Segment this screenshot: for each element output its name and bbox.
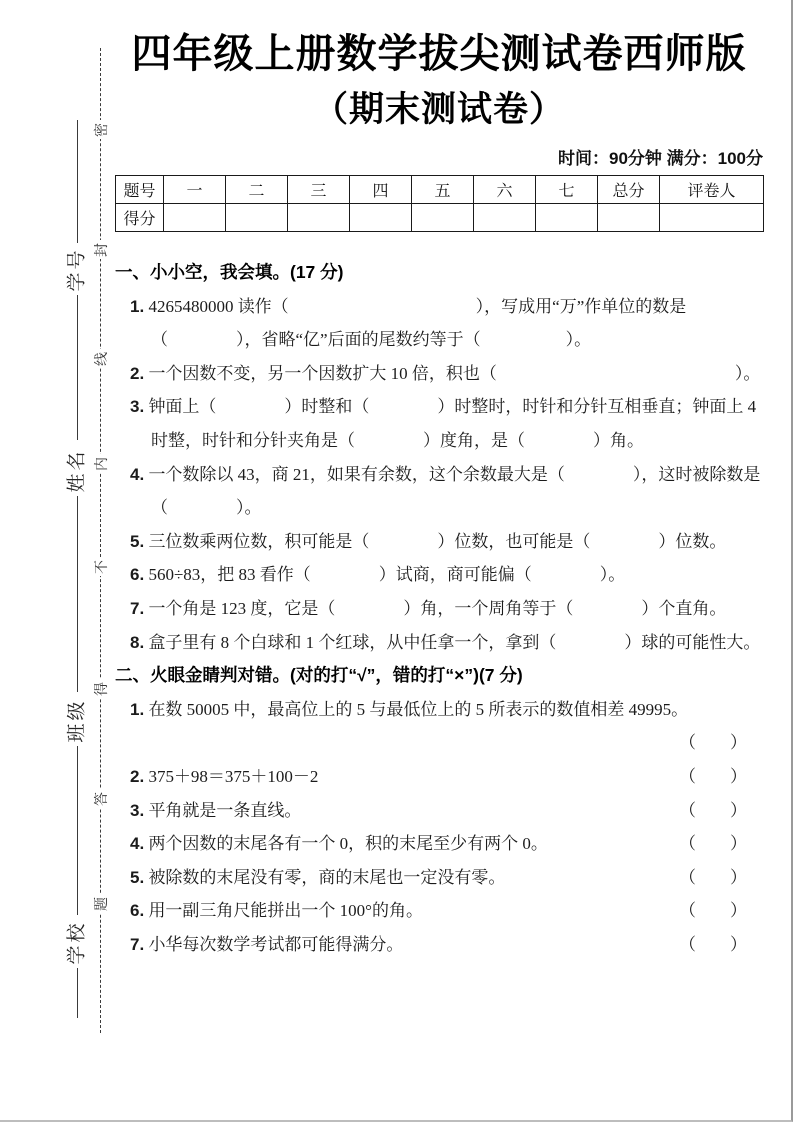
judge-answer-bracket-7[interactable]: （ ） [679,934,747,954]
judge-answer-bracket-4[interactable]: （ ） [679,834,747,854]
judge-question-2 [115,760,763,794]
question-number: 7. [130,934,145,954]
score-table [115,175,764,232]
question-text: 4265480000 读作（ ），写成用“万”作单位的数是（ ），省略“亿”后面的尾数约等于（ ）。 [148,296,687,350]
question-number: 1. [130,296,145,316]
header-grader: 评卷人 [660,176,764,204]
school-label [62,916,88,968]
seal-char: 不 [91,557,110,576]
question-number: 8. [130,632,145,652]
question-number: 1. [130,699,145,719]
question-text: 7. 小华每次数学考试都可能得满分。 [130,934,404,954]
question-number: 4. [130,464,145,484]
judge-answer-bracket-6[interactable]: （ ） [679,901,747,921]
student-id-line [77,120,78,243]
question-text: 一个因数不变，另一个因数扩大 10 倍，积也（ ）。 [148,363,761,383]
header-col-2: 二 [226,176,288,204]
question-text: 三位数乘两位数，积可能是（ ）位数，也可能是（ ）位数。 [148,531,727,551]
name-line [77,295,78,440]
question-text: 5. 被除数的末尾没有零，商的末尾也一定没有零。 [130,867,506,887]
header-col-1: 一 [164,176,226,204]
score-cell[interactable] [536,204,598,232]
fill-question-6 [115,558,763,592]
seal-char: 封 [91,240,110,259]
header-col-3: 三 [288,176,350,204]
question-number: 2. [130,766,145,786]
fill-question-5 [115,525,763,559]
fill-question-7 [115,592,763,626]
question-text: 一个角是 123 度，它是（ ）角，一个周角等于（ ）个直角。 [148,598,727,618]
score-cell[interactable] [350,204,412,232]
name-label [62,444,88,496]
score-cell[interactable] [412,204,474,232]
judge-answer-bracket-1[interactable]: （ ） [679,733,747,753]
question-number: 5. [130,867,145,887]
header-col-4: 四 [350,176,412,204]
header-col-7: 七 [536,176,598,204]
score-row-label: 得分 [116,204,164,232]
main-content [115,30,763,961]
school-line [77,746,78,915]
question-text: 1. 在数 50005 中，最高位上的 5 与最低位上的 5 所表示的数值相差 49995。 [130,699,689,719]
judge-question-5 [115,861,763,895]
question-text: 2. 375＋98＝375＋100－2 [130,766,319,786]
question-text: 一个数除以 43，商 21，如果有余数，这个余数最大是（ ），这时被除数是（ ）。 [148,464,761,518]
header-col-6: 六 [474,176,536,204]
judge-question-6 [115,894,763,928]
question-text: 钟面上（ ）时整和（ ）时整时，时针和分针互相垂直；钟面上 4 时整，时针和分针夹角是（ ）度角，是（ ）角。 [148,397,757,450]
judge-answer-bracket-3[interactable]: （ ） [679,800,747,820]
questions-flow [115,256,763,961]
score-table-header-row [116,176,764,204]
seal-char: 线 [91,349,110,368]
header-total: 总分 [598,176,660,204]
seal-char: 密 [91,120,110,139]
score-cell[interactable] [474,204,536,232]
page-subtitle: （期末测试卷） [312,90,565,129]
question-text: 盒子里有 8 个白球和 1 个红球，从中任拿一个，拿到（ ）球的可能性大。 [148,632,761,652]
seal-dashed-line [100,48,101,1033]
header-col-5: 五 [412,176,474,204]
fill-question-4 [115,458,763,525]
section2-heading: 二、火眼金睛判对错。(对的打“√”，错的打“×”)(7 分) [115,665,523,686]
question-number: 3. [130,397,145,417]
student-id-label [62,243,88,295]
seal-char: 得 [91,679,110,698]
judge-answer-bracket-2[interactable]: （ ） [679,766,747,786]
seal-char: 答 [91,789,110,808]
section1-heading: 一、小小空，我会填。(17 分) [115,262,344,282]
school-label-text: 学校 [66,919,88,965]
judge-question-7 [115,928,763,962]
judge-question-3 [115,794,763,828]
question-number: 4. [130,834,145,854]
judge-answer-bracket-5[interactable]: （ ） [679,867,747,887]
question-number: 6. [130,901,145,921]
question-number: 7. [130,598,145,618]
question-number: 2. [130,363,145,383]
question-text: 6. 用一副三角尺能拼出一个 100°的角。 [130,901,423,921]
student-id-label-text: 学号 [66,246,88,292]
class-line [77,496,78,692]
score-cell[interactable] [288,204,350,232]
question-text: 560÷83，把 83 看作（ ）试商，商可能偏（ ）。 [148,565,626,585]
judge-question-1 [115,693,763,727]
school-line-end [77,968,78,1018]
score-cell[interactable] [164,204,226,232]
score-cell[interactable] [226,204,288,232]
fill-question-8 [115,626,763,660]
name-label-text: 姓名 [66,447,88,493]
fill-question-1 [115,290,763,357]
time-score-info: 时间：90分钟 满分：100分 [558,149,763,168]
score-cell[interactable] [660,204,764,232]
question-text: 4. 两个因数的末尾各有一个 0，积的末尾至少有两个 0。 [130,834,548,854]
question-number: 3. [130,800,145,820]
score-cell[interactable] [598,204,660,232]
class-label [62,694,88,746]
fill-question-3 [115,390,763,457]
header-question-no: 题号 [116,176,164,204]
question-number: 6. [130,565,145,585]
question-text: 3. 平角就是一条直线。 [130,800,302,820]
judge-question-4 [115,827,763,861]
class-label-text: 班级 [66,697,88,743]
question-number: 5. [130,531,145,551]
score-table-score-row [116,204,764,232]
seal-char: 内 [91,454,110,473]
page-title: 四年级上册数学拔尖测试卷西师版 [131,32,747,76]
seal-char: 题 [91,894,110,913]
fill-question-2 [115,357,763,391]
